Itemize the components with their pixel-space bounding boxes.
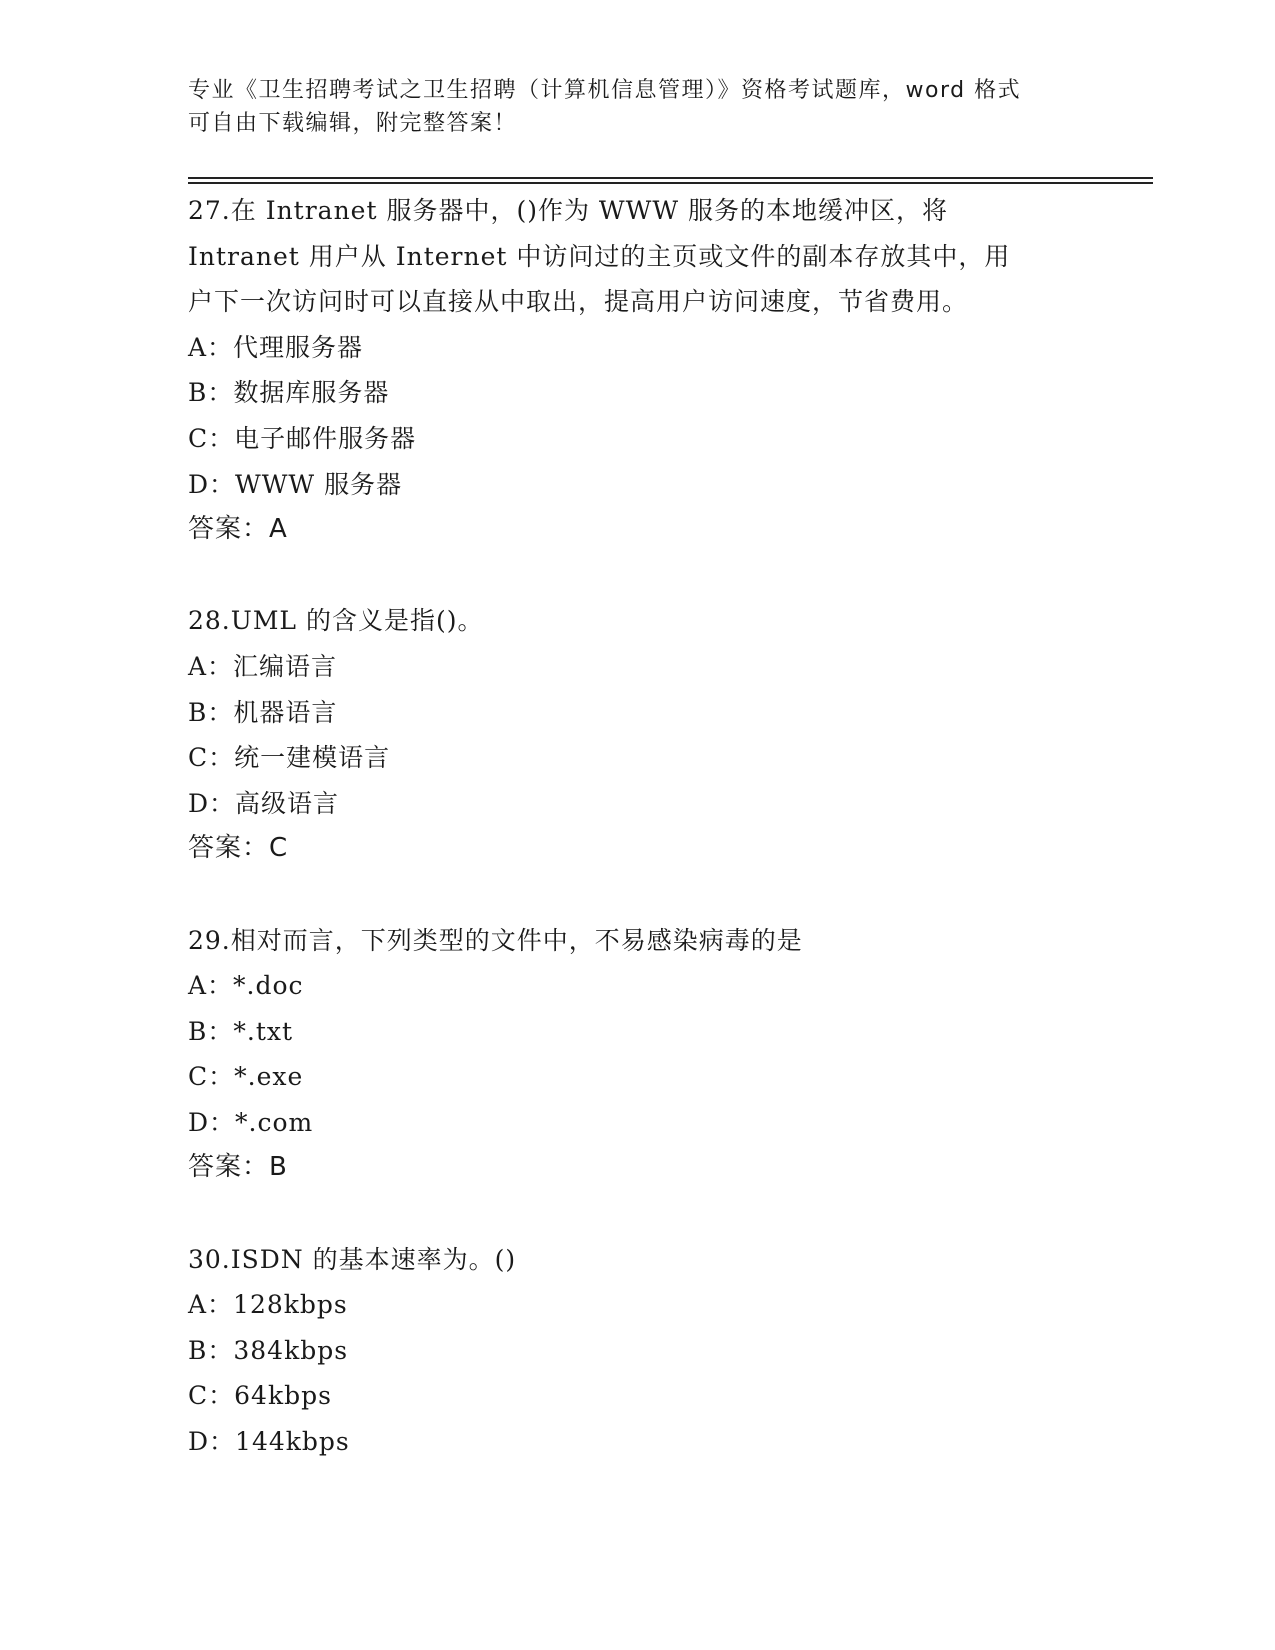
- question-29: [188, 918, 1088, 1192]
- question-text: 户下一次访问时可以直接从中取出，提高用户访问速度，节省费用。: [188, 287, 969, 317]
- spacer: [188, 872, 1088, 918]
- option-a: A：代理服务器: [188, 332, 364, 362]
- document-header: [188, 74, 1088, 140]
- option-a: A：*.doc: [188, 971, 304, 1001]
- header-rule: [188, 182, 1153, 184]
- option-b: B：384kbps: [188, 1335, 349, 1365]
- header-line: 专业《卫生招聘考试之卫生招聘（计算机信息管理）》资格考试题库，word 格式: [188, 78, 1022, 103]
- option-d: D：WWW 服务器: [188, 469, 403, 499]
- answer-text: 答案：A: [188, 514, 288, 545]
- question-text: 27.在 Intranet 服务器中，()作为 WWW 服务的本地缓冲区，将: [188, 196, 948, 225]
- option-b: B：*.txt: [188, 1016, 294, 1046]
- header-line: 可自由下载编辑，附完整答案！: [188, 111, 518, 136]
- answer-text: 答案：B: [188, 1152, 288, 1183]
- option-c: C：64kbps: [188, 1381, 332, 1411]
- option-a: A：汇编语言: [188, 651, 338, 681]
- question-text: 29.相对而言，下列类型的文件中，不易感染病毒的是: [188, 925, 803, 955]
- option-c: C：*.exe: [188, 1062, 304, 1092]
- question-list: [188, 188, 1088, 1465]
- option-d: D：144kbps: [188, 1427, 350, 1457]
- question-text: 28.UML 的含义是指()。: [188, 606, 484, 636]
- answer-text: 答案：C: [188, 833, 289, 864]
- option-a: A：128kbps: [188, 1290, 348, 1320]
- option-b: B：机器语言: [188, 697, 338, 727]
- question-28: [188, 598, 1088, 872]
- question-30: [188, 1237, 1088, 1465]
- question-text: Intranet 用户从 Internet 中访问过的主页或文件的副本存放其中，用: [188, 241, 1011, 271]
- question-27: [188, 188, 1088, 553]
- option-c: C：统一建模语言: [188, 743, 391, 773]
- option-c: C：电子邮件服务器: [188, 423, 417, 453]
- spacer: [188, 553, 1088, 599]
- spacer: [188, 1191, 1088, 1237]
- option-b: B：数据库服务器: [188, 378, 390, 408]
- header-rule: [188, 177, 1153, 179]
- option-d: D：*.com: [188, 1107, 314, 1137]
- option-d: D：高级语言: [188, 788, 340, 818]
- question-text: 30.ISDN 的基本速率为。(): [188, 1244, 517, 1274]
